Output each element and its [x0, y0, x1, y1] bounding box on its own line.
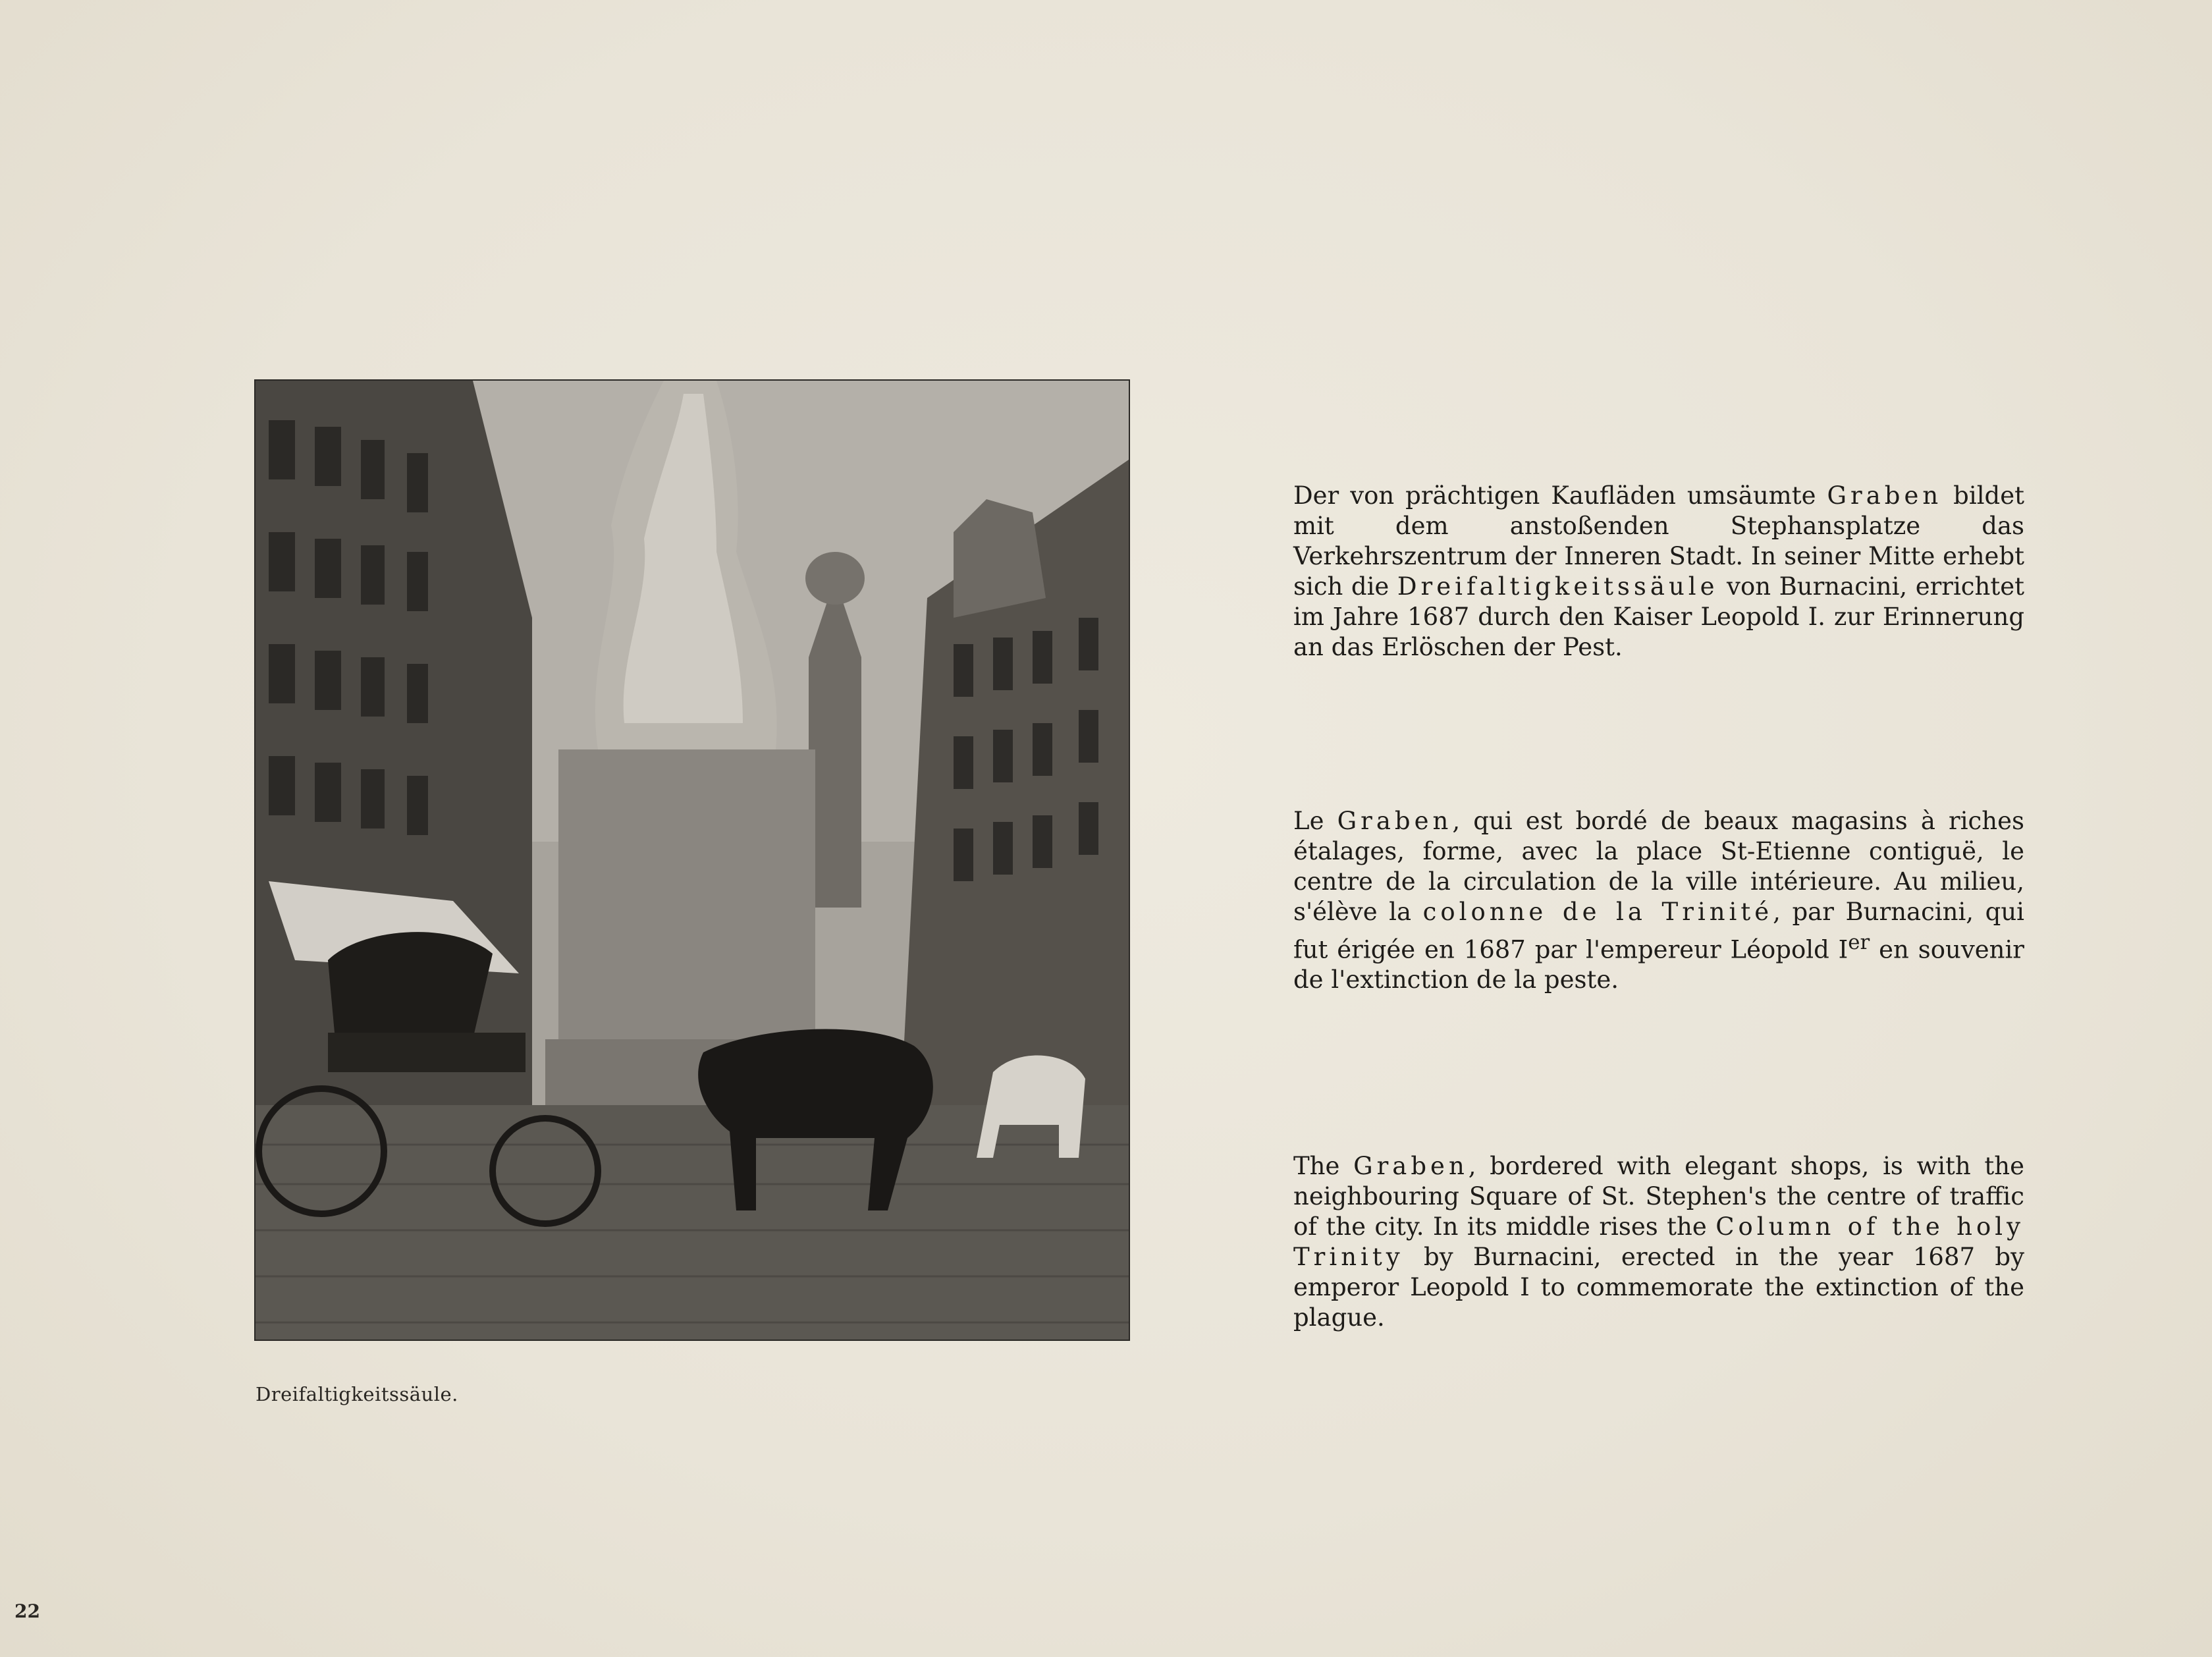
photo-illustration — [256, 381, 1129, 1340]
paragraph-english-part2: , bordered with elegant shops, is with the neighbouring Square of St. Stephen's the centre of traffic of the city. In its middle rises the — [1293, 1152, 2024, 1241]
paragraph-english-part3: by Burnacini, erected in the year 1687 by emperor Leopold I to commemorate the extinction of the plague. — [1293, 1243, 2024, 1332]
paragraph-english-part1: The — [1293, 1152, 1354, 1180]
paragraph-french-emph1: Graben — [1337, 807, 1453, 835]
paragraph-french-emph2: colonne de la Trinité — [1422, 898, 1773, 926]
trinity-column-photo — [256, 381, 1129, 1340]
paragraph-german-part2: bildet mit dem anstoßenden Stephansplatze das Verkehrszentrum der Inneren Stadt. In seiner Mitte erhebt sich die — [1293, 481, 2024, 601]
paragraph-french-superscript: er — [1848, 931, 1870, 954]
paragraph-german — [1293, 481, 2024, 663]
paragraph-french-part1: Le — [1293, 807, 1337, 835]
paragraph-english-emph1: Graben — [1353, 1152, 1469, 1180]
paragraph-french-part2: , qui est bordé de beaux magasins à riches étalages, forme, avec la place St-Etienne contiguë, le centre de la circulation de la ville intérieure. Au milieu, s'élève la — [1293, 807, 2024, 926]
photo-caption: Dreifaltigkeitssäule. — [256, 1383, 458, 1405]
paragraph-german-emph1: Graben — [1827, 481, 1943, 510]
page-number: 22 — [14, 1600, 40, 1622]
paragraph-german-part3: von Burnacini, errichtet im Jahre 1687 durch den Kaiser Leopold I. zur Erinnerung an das Erlöschen der Pest. — [1293, 572, 2024, 661]
paragraph-english — [1293, 1151, 2024, 1333]
paragraph-german-part1: Der von prächtigen Kaufläden umsäumte — [1293, 481, 1827, 510]
paragraph-french — [1293, 806, 2024, 995]
paragraph-english-emph2: Column of the holy Trinity — [1293, 1212, 2024, 1271]
paragraph-german-emph2: Dreifaltigkeitssäule — [1397, 572, 1719, 601]
paragraph-french-part4: en souvenir de l'extinction de la peste. — [1293, 935, 2024, 994]
paragraph-french-part3: , par Burnacini, qui fut érigée en 1687 par l'empereur Léopold I — [1293, 898, 2024, 964]
